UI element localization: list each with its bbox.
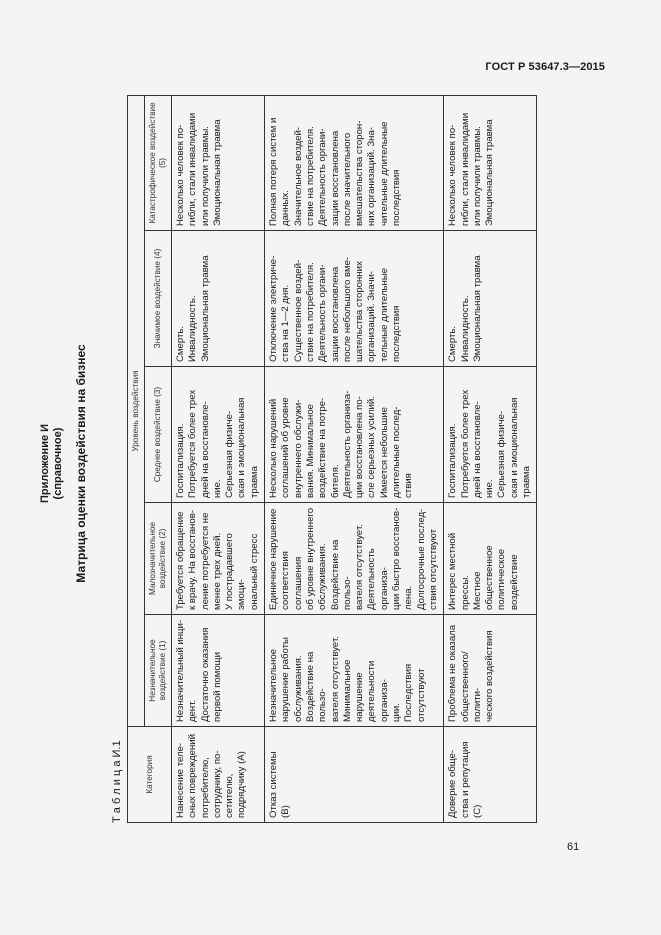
row-b-level-1: Незначительное нарушение работы обслуживания. Воздействие на пользо- вателя отсутствует. Минимальное нарушение деятельности организа- ции. Последствия отсутствуют	[265, 615, 444, 727]
row-a-level-3: Госпитализация. Потребуется более трех дней на восстановле- ние. Серьезная физиче- ская и эмоциональная травма	[172, 367, 265, 503]
page-number: 61	[567, 841, 580, 853]
table-label: Т а б л и ц а И.1	[111, 740, 123, 823]
header-level-2: Малозначительное воздействие (2)	[145, 503, 172, 615]
header-row-levels	[145, 95, 172, 822]
row-b-level-5: Полная потеря систем и данных. Значительное воздей- ствие на потребителя. Деятельность органи- зации восстановлена после значительного вмешательства сторон- них организаций. Зна- чительные длительные последствия	[265, 95, 444, 230]
row-a-category: Нанесение теле- сных повреждений потребителю, сотруднику, по- сетителю, подрядчику (А)	[172, 727, 265, 823]
standard-code: ГОСТ Р 53647.3—2015	[485, 61, 605, 73]
row-a-level-5: Несколько человек по- гибли, стали инвалидами или получили травмы. Эмоциональная травма	[172, 95, 265, 230]
appendix-title: Приложение И	[39, 423, 51, 504]
header-level-1: Незначительное воздействие (1)	[145, 615, 172, 727]
header-category: Категория	[128, 727, 172, 823]
row-c-level-4: Смерть. Инвалидность. Эмоциональная травма	[444, 231, 537, 367]
table-row	[172, 95, 265, 822]
row-b-level-4: Отключение электриче- ства на 1—2 дня. Существенное воздей- ствие на потребителя. Деятельность органи- зации восстановлена после небольшого вме- шательства сторонних организаций. Значи- тельные длительные последствия	[265, 231, 444, 367]
row-a-level-2: Требуется обращение к врачу. На восстанов- ление потребуется не менее трех дней. У пострадавшего эмоци- ональный стресс	[172, 503, 265, 615]
row-c-level-3: Госпитализация. Потребуется более трех дней на восстановле- ние. Серьезная физиче- ская и эмоциональная травма	[444, 367, 537, 503]
header-level-4: Значимое воздействие (4)	[145, 231, 172, 367]
table-row	[265, 95, 444, 822]
row-b-level-2: Единичное нарушение соответствия соглашения об уровне внутреннего обслуживания. Воздействие на пользо- вателя отсутствует. Деятельность организа- ции быстро восстанов- лена. Долгосрочные послед- ствия отсутствуют	[265, 503, 444, 615]
row-a-level-4: Смерть. Инвалидность. Эмоциональная травма	[172, 231, 265, 367]
row-c-category: Доверие обще- ства и репутация (С)	[444, 727, 537, 823]
page-heading: Матрица оценки воздействия на бизнес	[74, 344, 88, 583]
appendix-subtitle: (справочное)	[52, 427, 64, 500]
row-c-level-1: Проблема не оказала общественного/ полити- ческого воздействия	[444, 615, 537, 727]
appendix-block	[39, 76, 65, 851]
row-c-level-2: Интерес местной прессы. Местное общественное политическое воздействие	[444, 503, 537, 615]
row-b-category: Отказ системы (В)	[265, 727, 444, 823]
header-impact-level: Уровень воздействия	[128, 95, 145, 726]
header-level-3: Среднее воздействие (3)	[145, 367, 172, 503]
table-row	[444, 95, 537, 822]
header-level-5: Катастрофическое воздействие (5)	[145, 95, 172, 230]
header-row-group	[128, 95, 145, 822]
impact-matrix-table	[127, 95, 537, 823]
row-c-level-5: Несколько человек по- гибли, стали инвалидами или получили травмы. Эмоциональная травма	[444, 95, 537, 230]
rotated-content	[31, 76, 617, 851]
row-a-level-1: Незначительный инци- дент. Достаточно оказания первой помощи	[172, 615, 265, 727]
row-b-level-3: Несколько нарушений соглашений об уровне внутреннего обслужи- вания. Минимальное воздействие на потре- бителя. Деятельность организа- ции восстановлена по- сле серьезных усилий. Имеется небольшие длительные послед- ствия	[265, 367, 444, 503]
